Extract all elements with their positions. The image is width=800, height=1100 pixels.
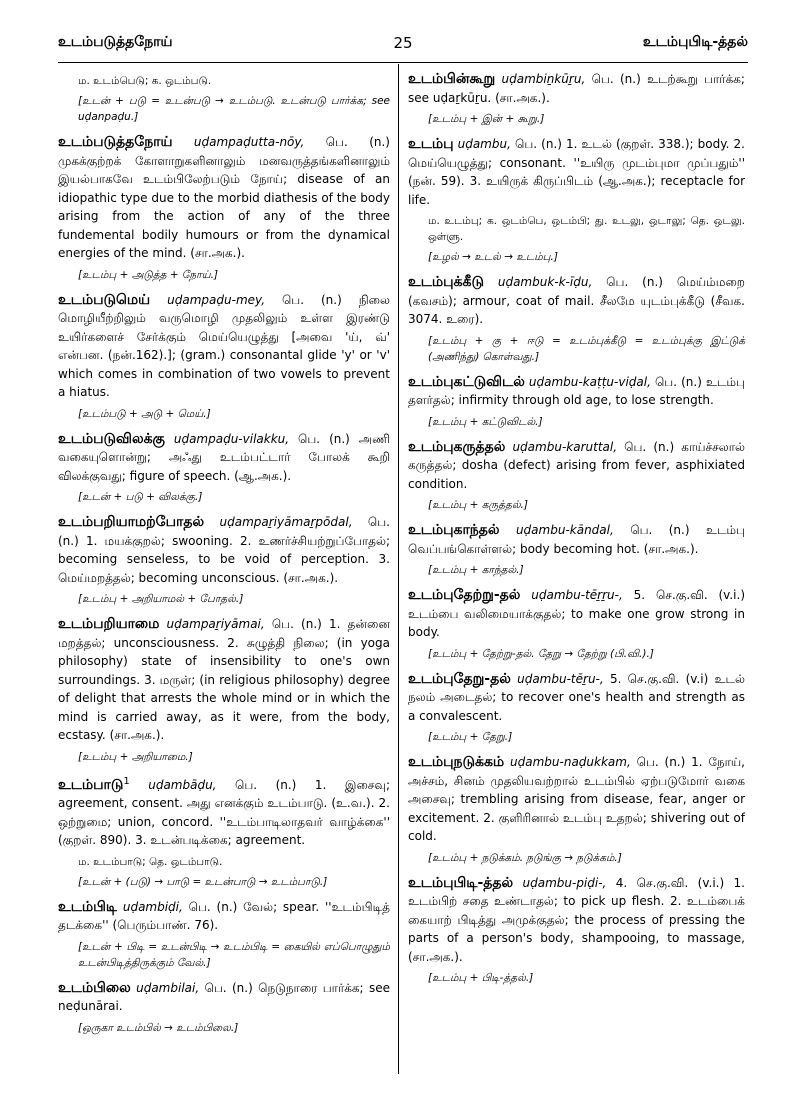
definition: பெ. (n.) முகக்குற்றக் கோளாறுகளினாலும் மனவருத்தங்களினாலும் இயல்பாகவே உடம்பிலேற்படும் நோய்; disease of an idiopathic type due to the morbid diathesis of the body arising from the action of any of the three fundemental bodily humours or from the dynamical energies of the mind. (சா.அக.). (58, 135, 390, 260)
cognates: ம. உடம்பெடு; க. ஒடம்படு. (78, 75, 212, 87)
headword: உடம்பிலை (58, 979, 131, 996)
transliteration: uḍampaṟiyāmai, (166, 617, 265, 631)
headword: உடம்பிடி (58, 898, 118, 915)
etymology: [உடம்பு + தேற்று-தல். தேறு → தேற்று (பி.வி.).] (428, 647, 654, 660)
definition: பெ. (n.) காய்ச்சலால் கருத்தல்; dosha (defect) arising from fever, asphixiated condition. (408, 439, 745, 491)
page-number: 25 (393, 34, 413, 52)
etymology: [உடம்பு + தேறு.] (428, 731, 513, 743)
etymology: [உடம்படு + அடு + மெய்.] (78, 407, 211, 420)
headword: உடம்புக்கீடு (408, 274, 484, 290)
headword: உடம்புகாந்தல் (408, 522, 500, 538)
definition: பெ. (n.) 1. உடல் (குறள். 338.); body. 2. மெய்யெழுத்து; consonant. ''உயிரு முடம்புமா முப்பதும்'' (நன். 59). 3. உயிருக் கிருப்பிடம் (ஆ.அக.); receptacle for life. (408, 137, 745, 207)
etymology: [ஒருகா உடம்பில் → உடம்பிலை.] (78, 1021, 239, 1034)
headword: உடம்பறியாமற்போதல் (58, 514, 205, 530)
transliteration: uḍambu-kaṭṭu-viḍal, (528, 374, 651, 389)
headword: உடம்பின்கூறு (408, 71, 496, 87)
dictionary-entry (58, 513, 390, 587)
dictionary-entry (408, 135, 745, 209)
definition: பெ. (n.) அணி வகையுளொன்று; அஃது உடம்பட்டார் போலக் கூறி விலக்குவது; figure of speech. (ஆ.அக.). (58, 431, 390, 483)
etymology: [உடம்பு + நடுக்கம். நடுங்கு → நடுக்கம்.] (428, 851, 622, 864)
etymology: [உடம்பு + அறியாமல் + போதல்.] (78, 593, 244, 605)
header-right-guideword: உடம்புபிடி-த்தல் (642, 34, 748, 50)
headword: உடம்புகட்டுவிடல் (408, 373, 525, 390)
homonym-number: 1 (123, 775, 130, 787)
definition: பெ. (n.) 1. இசைவு; agreement, consent. அது எனக்கும் உடம்பாடு. (உ.வ.). 2. ஒற்றுமை; union, concord. ''உடம்பாடிலாதவர் வாழ்க்கை'' (குறள். 890). 3. உடன்படிக்கை; agreement. (58, 777, 390, 847)
etymology: [உடம்பு + அறியாமை.] (78, 750, 193, 763)
transliteration: uḍampaḍutta-nōy, (193, 135, 305, 149)
headword: உடம்படுத்தநோய் (58, 134, 173, 150)
definition: பெ. (n.) நெடுநாரை பார்க்க; see neḍunārai. (58, 980, 390, 1013)
dictionary-entry (58, 133, 390, 263)
transliteration: uḍambu-tēṟu-, (517, 671, 604, 686)
transliteration: uḍampaṟiyāmaṟpōdal, (219, 515, 353, 529)
dictionary-entry (408, 373, 745, 410)
definition: 4. செ.கு.வி. (v.i.) 1. உடம்பிற் சதை உண்டாதல்; to pick up flesh. 2. உடம்பைக் கையாற் பிடித்து அமுக்குதல்; the process of pressing the parts of a person's body, shampooing, to massage, (சா.அக.). (408, 875, 745, 964)
dictionary-entry (58, 898, 390, 935)
transliteration: uḍambu-tēṟṟu-, (531, 588, 623, 602)
definition: பெ. (n.) நிலை மொழியீற்றிலும் வருமொழி முதலிலும் உள்ள இரண்டு உயிர்களைச் சேர்க்கும் மெய்யெழுத்து [அவை 'ய், வ்' என்பன. (நன்.162).]; (gram.) consonantal glide 'y' or 'v' which comes in combination of two vowels to prevent a hiatus. (58, 292, 390, 399)
dictionary-entry (408, 586, 745, 642)
headword: உடம்படுவிலக்கு (58, 430, 165, 447)
left-column (58, 70, 390, 1044)
cognates: ம. உடம்பாடு; தெ. ஒடம்பாடு. (78, 855, 223, 868)
cognates: ம. உடம்பு; க. ஒடம்பெ, ஒடம்பி; து. உடலு, ஒடாலு; தெ. ஒடலு. ஒள்ளு. (428, 215, 745, 243)
dictionary-entry (58, 979, 390, 1016)
definition: 5. செ.கு.வி. (v.i.) உடம்பை வலிமையாக்குதல்; to make one grow strong in body. (408, 588, 745, 639)
dictionary-entry (408, 874, 745, 967)
definition: பெ. (n.) மெய்ம்மறை (கவசம்); armour, coat of mail. சீலமே யுடம்புக்கீடு (சீவக. 3074. உரை). (408, 275, 745, 326)
dictionary-entry (408, 753, 745, 846)
etymology: [உடன் + படு + விலக்கு.] (78, 491, 203, 503)
dictionary-entry (58, 773, 390, 850)
headword: உடம்புநடுக்கம் (408, 754, 505, 770)
headword: உடம்புபிடி-த்தல் (408, 874, 514, 891)
transliteration: uḍambiḍi, (122, 899, 183, 914)
column-divider (398, 64, 399, 1074)
transliteration: uḍampaḍu-vilakku, (173, 431, 290, 446)
header-left-guideword: உடம்படுத்தநோய் (58, 34, 173, 50)
definition: பெ. (n.) உடற்கூறு பார்க்க; see uḍaṟkūṟu. (சா.அக.). (408, 72, 745, 105)
transliteration: uḍambilai, (136, 980, 200, 995)
headword: உடம்படுமெய் (58, 291, 151, 308)
dictionary-entry (58, 615, 390, 745)
etymology: [உடம்பு + பிடி-த்தல்.] (428, 972, 534, 984)
header-rule (58, 62, 748, 63)
etymology: [உடன் + படு = உடன்படு → உடம்படு. உடன்படு பார்க்க; see uḍanpaḍu.] (78, 95, 390, 123)
transliteration: uḍampaḍu-mey, (167, 292, 266, 307)
etymology: [உடம்பு + கருத்தல்.] (428, 499, 528, 511)
etymology: [உழல் → உடல் → உடம்பு.] (428, 251, 558, 263)
definition: பெ. (n.) உடம்பு தளர்தல்; infirmity through old age, to lose strength. (408, 374, 745, 407)
etymology: [உடம்பு + காந்தல்.] (428, 564, 524, 576)
definition: பெ. (n.) உடம்பு வெப்பங்கொள்ளல்; body becoming hot. (சா.அக.). (408, 523, 745, 556)
etymology: [உடம்பு + கட்டுவிடல்.] (428, 415, 543, 428)
transliteration: uḍambu, (457, 137, 511, 151)
headword: உடம்புதேறு-தல் (408, 670, 511, 687)
definition: பெ. (n.) 1. மயக்குறல்; swooning. 2. உணர்ச்சியற்றுப்போதல்; becoming senseless, to be void of perception. 3. மெய்மறத்தல்; becoming unconscious. (சா.அக.). (58, 515, 390, 585)
definition: பெ. (n.) வேல்; spear. ''உடம்பிடித் தடக்கை'' (பெரும்பாண். 76). (58, 899, 390, 932)
headword: உடம்பறியாமை (58, 616, 160, 632)
definition: பெ. (n.) 1. நோய், அச்சம், சினம் முதலியவற்றால் உடம்பில் ஏற்படுமோர் வகை அசைவு; trembling arising from disease, fear, anger or excitement. 2. குளிரினால் உடம்பு உதறல்; shivering out of cold. (408, 755, 745, 843)
dictionary-entry (408, 521, 745, 558)
dictionary-entry (408, 273, 745, 329)
etymology: [உடம்பு + இன் + கூறு.] (428, 113, 545, 125)
definition: 5. செ.கு.வி. (v.i) உடல் நலம் அடைதல்; to recover one's health and strength as a convalescent. (408, 671, 745, 723)
page-header (58, 34, 748, 58)
transliteration: uḍambāḍu, (148, 777, 217, 792)
headword: உடம்பாடு (58, 776, 124, 793)
headword: உடம்புதேற்று-தல் (408, 587, 521, 603)
dictionary-entry (58, 291, 390, 402)
dictionary-entry (408, 438, 745, 494)
etymology: [உடன் + (படு) → பாடு = உடன்பாடு → உடம்பாடு.] (78, 875, 328, 888)
dictionary-entry (408, 70, 745, 107)
headword: உடம்பு (408, 136, 454, 152)
transliteration: uḍambu-piḍi-, (522, 875, 607, 890)
dictionary-entry (58, 430, 390, 486)
dictionary-entry (408, 670, 745, 726)
etymology: [உடம்பு + கு + ஈடு = உடம்புக்கீடு = உடம்புக்கு இட்டுக் (அணிந்து) கொள்வது.] (428, 334, 745, 363)
etymology: [உடம்பு + அடுத்த + நோய்.] (78, 268, 219, 281)
headword: உடம்புகருத்தல் (408, 438, 506, 455)
transliteration: uḍambu-naḍukkam, (510, 755, 631, 769)
transliteration: uḍambu-kāndal, (515, 523, 614, 537)
transliteration: uḍambu-karuttal, (512, 439, 618, 454)
right-column (408, 70, 745, 994)
etymology: [உடன் + பிடி = உடன்பிடி → உடம்பிடி = கையில் எப்பொழுதும் உடன்பிடித்திருக்கும் வேல்.] (78, 940, 390, 969)
definition: பெ. (n.) 1. தன்னை மறத்தல்; unconsciousness. 2. சுழுத்தி நிலை; (in yoga philosophy) state of insensibility to one's own surroundings. 3. மருள்; (in religious philosophy) degree of delight that arrests the whole mind or in which the mind is carried away, as it were, from the body, ecstasy. (சா.அக.). (58, 617, 390, 742)
transliteration: uḍambiṉkūṟu, (501, 72, 586, 86)
transliteration: uḍambuk-k-īḍu, (497, 275, 593, 289)
